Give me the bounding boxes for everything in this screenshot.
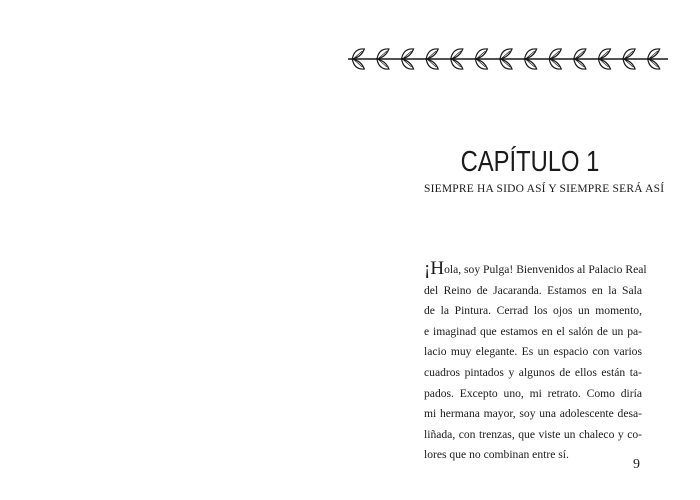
drop-cap: ¡H [424, 258, 445, 279]
chapter-title: CAPÍTULO 1 [460, 146, 600, 178]
body-line: liñada, con trenzas, que viste un chaleco y co- [424, 427, 642, 441]
laurel-vine-icon [348, 46, 668, 72]
chapter-subtitle: SIEMPRE HA SIDO ASÍ Y SIEMPRE SERÁ ASÍ [424, 183, 665, 195]
body-line: cuadros pintados y algunos de ellos están ta- [424, 365, 642, 379]
body-line: pados. Excepto uno, mi retrato. Como diría [424, 386, 642, 400]
page-number: 9 [633, 457, 640, 472]
body-line: mi hermana mayor, soy una adolescente desa- [424, 407, 642, 421]
body-line: e imaginad que estamos en el salón de un pa- [424, 324, 642, 338]
body-line: del Reino de Jacaranda. Estamos en la Sala [424, 283, 642, 297]
left-page-blank [0, 0, 340, 500]
body-line: de la Pintura. Cerrad los ojos un momento, [424, 304, 642, 318]
body-line: ¡Hola, soy Pulga! Bienvenidos al Palacio Real [424, 258, 647, 279]
body-line: lacio muy elegante. Es un espacio con varios [424, 345, 642, 359]
chapter-body [424, 258, 647, 466]
body-line: lores que no combinan entre sí. [424, 448, 569, 462]
